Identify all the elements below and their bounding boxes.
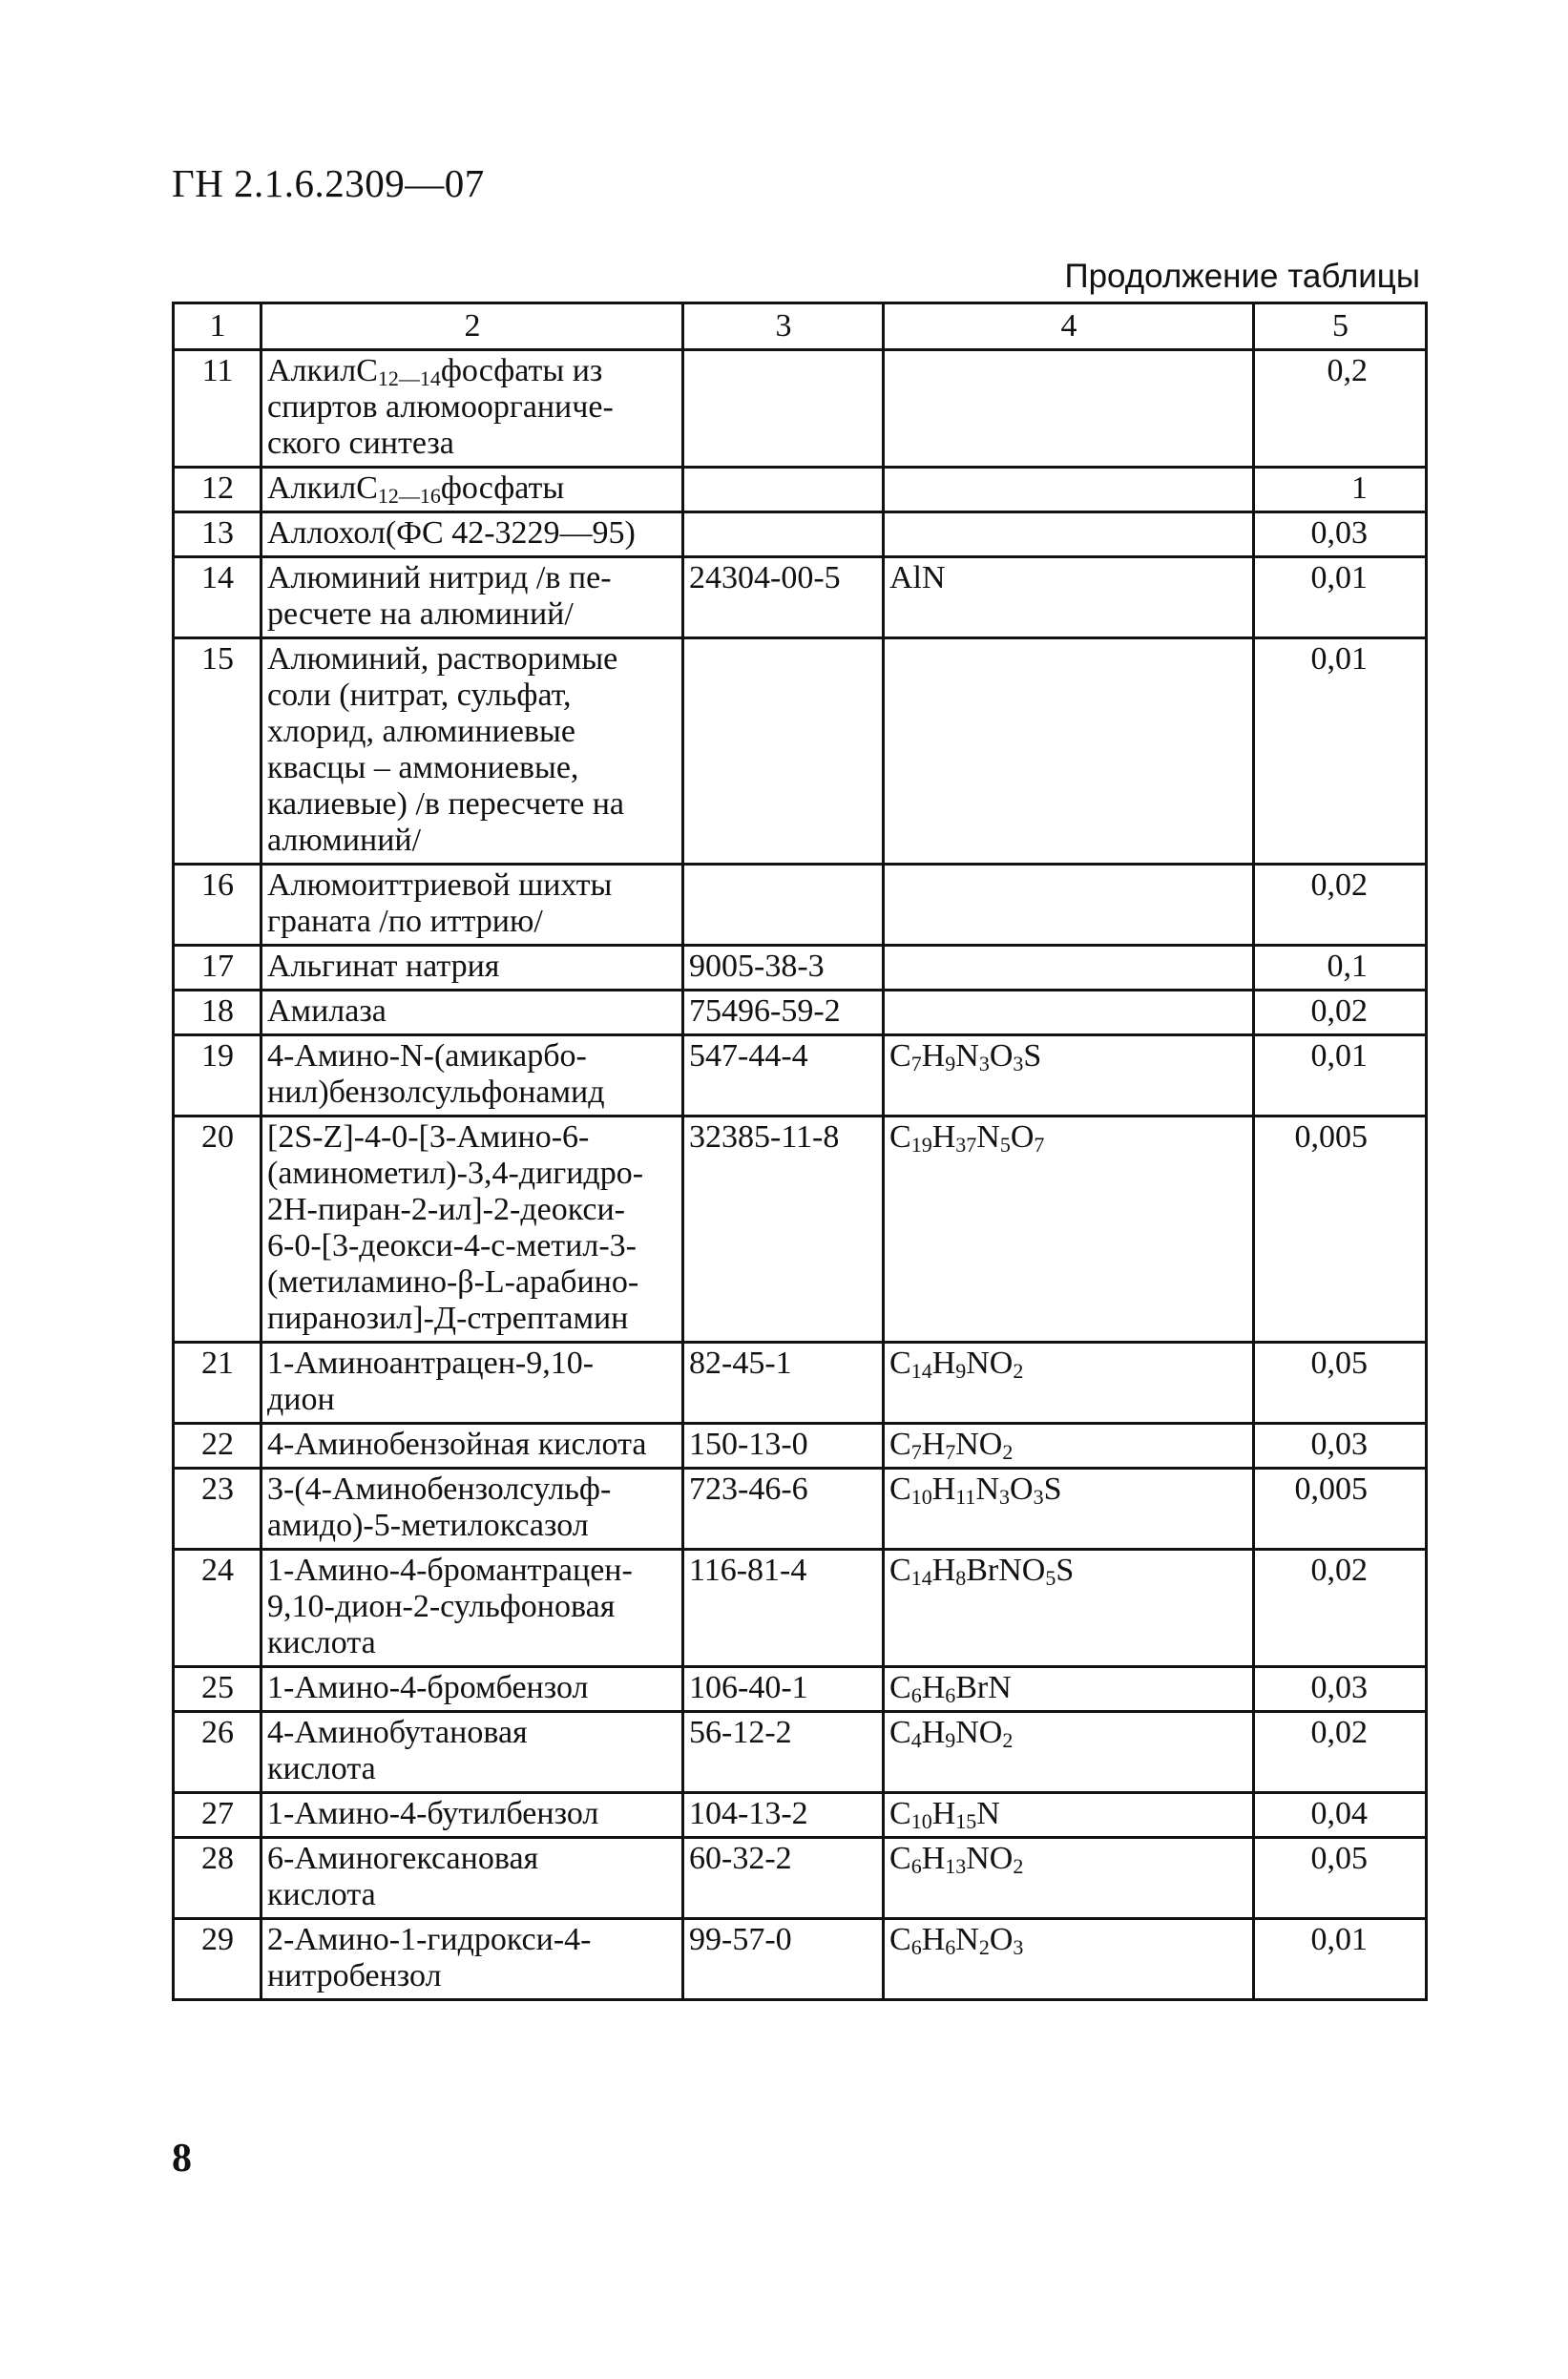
column-header: 4 xyxy=(884,303,1254,350)
formula-cell xyxy=(884,865,1254,946)
column-header: 1 xyxy=(174,303,261,350)
cas-number-cell: 60-32-2 xyxy=(683,1838,884,1919)
cas-number-cell: 116-81-4 xyxy=(683,1550,884,1667)
column-header: 3 xyxy=(683,303,884,350)
table-row xyxy=(174,1793,1427,1838)
substance-name-cell: Аллохол(ФС 42-3229—95) xyxy=(261,512,683,557)
row-number-cell: 16 xyxy=(174,865,261,946)
formula-cell xyxy=(884,946,1254,991)
row-number-cell: 28 xyxy=(174,1838,261,1919)
limit-value-cell: 0,03 xyxy=(1254,1667,1427,1712)
formula-cell: $C_{19}H_{37}N_5O_7$ xyxy=(884,1116,1254,1343)
substance-name-cell: Алюминий нитрид /в пе- ресчете на алюминий/ xyxy=(261,557,683,638)
formula-cell: $C_6H_6BrN$ xyxy=(884,1667,1254,1712)
substances-table xyxy=(172,302,1428,2001)
formula-cell xyxy=(884,991,1254,1035)
substance-name-cell: 1-Амино-4-бромантрацен- 9,10-дион-2-сульфоновая кислота xyxy=(261,1550,683,1667)
column-header: 5 xyxy=(1254,303,1427,350)
table-body xyxy=(174,303,1427,2000)
table-row xyxy=(174,991,1427,1035)
row-number-cell: 19 xyxy=(174,1035,261,1116)
formula-cell: $C_4H_9NO_2$ xyxy=(884,1712,1254,1793)
row-number-cell: 15 xyxy=(174,638,261,865)
cas-number-cell: 75496-59-2 xyxy=(683,991,884,1035)
table-row xyxy=(174,1667,1427,1712)
substance-name-cell: 1-Амино-4-бутилбензол xyxy=(261,1793,683,1838)
row-number-cell: 18 xyxy=(174,991,261,1035)
table-row xyxy=(174,350,1427,468)
table-row xyxy=(174,468,1427,512)
table-row xyxy=(174,1550,1427,1667)
cas-number-cell: 56-12-2 xyxy=(683,1712,884,1793)
limit-value-cell: 0,01 xyxy=(1254,557,1427,638)
cas-number-cell: 24304-00-5 xyxy=(683,557,884,638)
formula-cell: $C_{14}H_8BrNO_5S$ xyxy=(884,1550,1254,1667)
cas-number-cell: 106-40-1 xyxy=(683,1667,884,1712)
limit-value-cell: 0,05 xyxy=(1254,1343,1427,1424)
row-number-cell: 27 xyxy=(174,1793,261,1838)
substance-name-cell: Алюмоиттриевой шихты граната /по иттрию/ xyxy=(261,865,683,946)
substance-name-cell: 4-Амино-N-(амикарбо- нил)бензолсульфонамид xyxy=(261,1035,683,1116)
row-number-cell: 23 xyxy=(174,1469,261,1550)
substance-name-cell: 4-Аминобутановая кислота xyxy=(261,1712,683,1793)
limit-value-cell: 0,03 xyxy=(1254,1424,1427,1469)
document-code: ГН 2.1.6.2309—07 xyxy=(172,161,485,205)
table-row xyxy=(174,946,1427,991)
table-caption: Продолжение таблицы xyxy=(1064,258,1420,295)
substance-name-cell: 6-Аминогексановая кислота xyxy=(261,1838,683,1919)
substance-name-cell: Амилаза xyxy=(261,991,683,1035)
substance-name-cell: 1-Амино-4-бромбензол xyxy=(261,1667,683,1712)
substance-name-cell: АлкилС$_{12—16}$фосфаты xyxy=(261,468,683,512)
formula-cell: $C_6H_6N_2O_3$ xyxy=(884,1919,1254,2000)
table-row xyxy=(174,1838,1427,1919)
limit-value-cell: 0,005 xyxy=(1254,1116,1427,1343)
formula-cell: $C_7H_7NO_2$ xyxy=(884,1424,1254,1469)
table-header-row xyxy=(174,303,1427,350)
cas-number-cell xyxy=(683,865,884,946)
limit-value-cell: 0,02 xyxy=(1254,1712,1427,1793)
limit-value-cell: 0,005 xyxy=(1254,1469,1427,1550)
limit-value-cell: 0,02 xyxy=(1254,1550,1427,1667)
formula-cell: $C_7H_9N_3O_3S$ xyxy=(884,1035,1254,1116)
cas-number-cell: 723-46-6 xyxy=(683,1469,884,1550)
cas-number-cell: 32385-11-8 xyxy=(683,1116,884,1343)
substance-name-cell: Алюминий, растворимые соли (нитрат, сульфат, хлорид, алюминиевые квасцы – аммониевые, калиевые) /в пересчете на алюминий/ xyxy=(261,638,683,865)
cas-number-cell: 9005-38-3 xyxy=(683,946,884,991)
limit-value-cell: 0,2 xyxy=(1254,350,1427,468)
substance-name-cell: 3-(4-Аминобензолсульф- амидо)-5-метилоксазол xyxy=(261,1469,683,1550)
formula-cell xyxy=(884,638,1254,865)
formula-cell: $C_{10}H_{11}N_3O_3S$ xyxy=(884,1469,1254,1550)
cas-number-cell: 99-57-0 xyxy=(683,1919,884,2000)
row-number-cell: 20 xyxy=(174,1116,261,1343)
limit-value-cell: 0,01 xyxy=(1254,1919,1427,2000)
limit-value-cell: 0,02 xyxy=(1254,865,1427,946)
table-row xyxy=(174,1424,1427,1469)
formula-cell: $C_6H_{13}NO_2$ xyxy=(884,1838,1254,1919)
limit-value-cell: 0,05 xyxy=(1254,1838,1427,1919)
table-row xyxy=(174,865,1427,946)
formula-cell: $C_{10}H_{15}N$ xyxy=(884,1793,1254,1838)
table-row xyxy=(174,1712,1427,1793)
formula-cell xyxy=(884,350,1254,468)
substance-name-cell: 4-Аминобензойная кислота xyxy=(261,1424,683,1469)
row-number-cell: 24 xyxy=(174,1550,261,1667)
page-number: 8 xyxy=(172,2137,192,2181)
column-header: 2 xyxy=(261,303,683,350)
cas-number-cell: 547-44-4 xyxy=(683,1035,884,1116)
cas-number-cell xyxy=(683,468,884,512)
table-row xyxy=(174,557,1427,638)
limit-value-cell: 0,04 xyxy=(1254,1793,1427,1838)
table-row xyxy=(174,1035,1427,1116)
cas-number-cell xyxy=(683,638,884,865)
cas-number-cell: 104-13-2 xyxy=(683,1793,884,1838)
substance-name-cell: Альгинат натрия xyxy=(261,946,683,991)
cas-number-cell: 82-45-1 xyxy=(683,1343,884,1424)
substance-name-cell: 1-Аминоантрацен-9,10- дион xyxy=(261,1343,683,1424)
limit-value-cell: 0,1 xyxy=(1254,946,1427,991)
limit-value-cell: 0,01 xyxy=(1254,1035,1427,1116)
formula-cell xyxy=(884,468,1254,512)
table-row xyxy=(174,638,1427,865)
row-number-cell: 13 xyxy=(174,512,261,557)
cas-number-cell xyxy=(683,512,884,557)
table-row xyxy=(174,1919,1427,2000)
row-number-cell: 12 xyxy=(174,468,261,512)
substance-name-cell: АлкилС$_{12—14}$фосфаты из спиртов алюмоорганиче- ского синтеза xyxy=(261,350,683,468)
limit-value-cell: 0,02 xyxy=(1254,991,1427,1035)
formula-cell: AlN xyxy=(884,557,1254,638)
row-number-cell: 26 xyxy=(174,1712,261,1793)
row-number-cell: 29 xyxy=(174,1919,261,2000)
substance-name-cell: 2-Амино-1-гидрокси-4- нитробензол xyxy=(261,1919,683,2000)
cas-number-cell: 150-13-0 xyxy=(683,1424,884,1469)
row-number-cell: 14 xyxy=(174,557,261,638)
table-row xyxy=(174,1469,1427,1550)
row-number-cell: 17 xyxy=(174,946,261,991)
formula-cell xyxy=(884,512,1254,557)
row-number-cell: 21 xyxy=(174,1343,261,1424)
cas-number-cell xyxy=(683,350,884,468)
substance-name-cell: [2S-Z]-4-0-[3-Амино-6- (аминометил)-3,4-дигидро- 2Н-пиран-2-ил]-2-деокси- 6-0-[3-деокси-4-с-метил-3- (метиламино-β-L-арабино- пиранозил]-Д-стрептамин xyxy=(261,1116,683,1343)
row-number-cell: 11 xyxy=(174,350,261,468)
table-row xyxy=(174,512,1427,557)
formula-cell: $C_{14}H_9NO_2$ xyxy=(884,1343,1254,1424)
limit-value-cell: 0,03 xyxy=(1254,512,1427,557)
limit-value-cell: 0,01 xyxy=(1254,638,1427,865)
row-number-cell: 25 xyxy=(174,1667,261,1712)
table-row xyxy=(174,1343,1427,1424)
table-row xyxy=(174,1116,1427,1343)
row-number-cell: 22 xyxy=(174,1424,261,1469)
limit-value-cell: 1 xyxy=(1254,468,1427,512)
